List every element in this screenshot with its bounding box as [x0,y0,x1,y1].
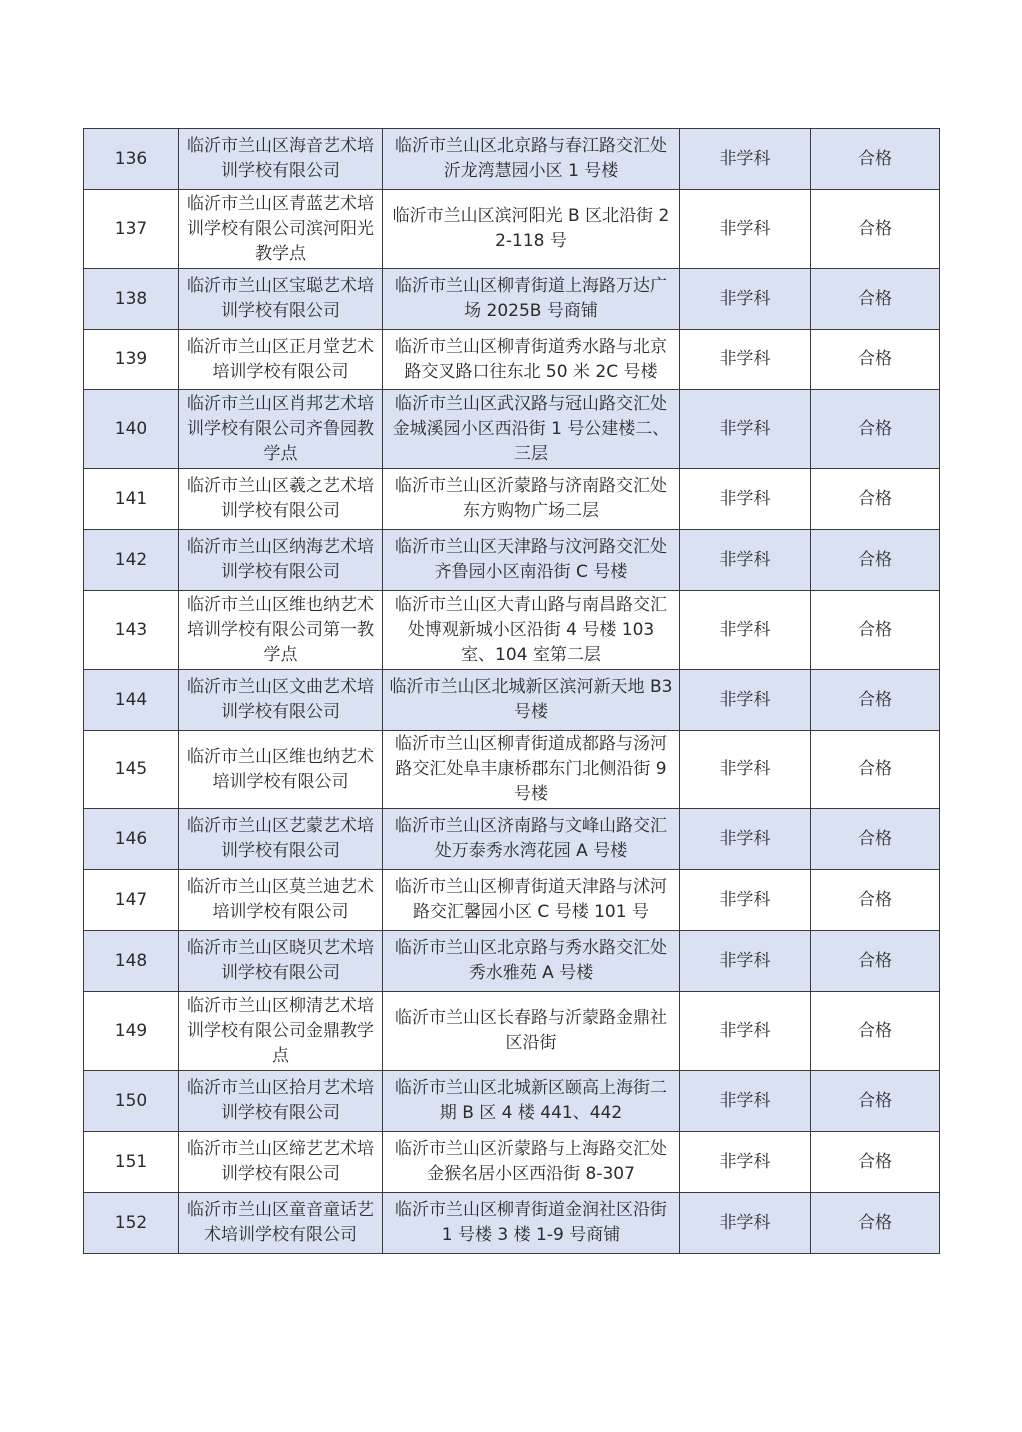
address-cell: 临沂市兰山区天津路与汶河路交汇处齐鲁园小区南沿街 C 号楼 [383,530,680,591]
institution-name-cell: 临沂市兰山区宝聪艺术培训学校有限公司 [179,269,383,330]
result-cell: 合格 [811,992,940,1071]
result-cell: 合格 [811,591,940,670]
row-number-cell: 151 [84,1132,179,1193]
row-number-cell: 149 [84,992,179,1071]
address-cell: 临沂市兰山区济南路与文峰山路交汇处万泰秀水湾花园 A 号楼 [383,809,680,870]
result-cell: 合格 [811,530,940,591]
address-cell: 临沂市兰山区柳青街道秀水路与北京路交叉路口往东北 50 米 2C 号楼 [383,330,680,390]
category-cell: 非学科 [680,390,811,469]
row-number-cell: 142 [84,530,179,591]
row-number-cell: 152 [84,1193,179,1254]
category-cell: 非学科 [680,330,811,390]
category-cell: 非学科 [680,1132,811,1193]
address-cell: 临沂市兰山区北京路与秀水路交汇处秀水雅苑 A 号楼 [383,931,680,992]
result-cell: 合格 [811,330,940,390]
row-number-cell: 143 [84,591,179,670]
category-cell: 非学科 [680,670,811,731]
address-cell: 临沂市兰山区柳青街道金润社区沿街 1 号楼 3 楼 1-9 号商铺 [383,1193,680,1254]
address-cell: 临沂市兰山区北城新区颐高上海街二期 B 区 4 楼 441、442 [383,1071,680,1132]
result-cell: 合格 [811,670,940,731]
result-cell: 合格 [811,731,940,809]
table-row [84,992,940,1071]
row-number-cell: 141 [84,469,179,530]
institution-name-cell: 临沂市兰山区羲之艺术培训学校有限公司 [179,469,383,530]
category-cell: 非学科 [680,731,811,809]
table-row [84,330,940,390]
address-cell: 临沂市兰山区长春路与沂蒙路金鼎社区沿街 [383,992,680,1071]
table-row [84,1193,940,1254]
row-number-cell: 139 [84,330,179,390]
table-row [84,731,940,809]
result-cell: 合格 [811,809,940,870]
address-cell: 临沂市兰山区武汉路与冠山路交汇处金城溪园小区西沿街 1 号公建楼二、三层 [383,390,680,469]
table-row [84,670,940,731]
table-row [84,931,940,992]
address-cell: 临沂市兰山区柳青街道上海路万达广场 2025B 号商铺 [383,269,680,330]
institution-table [83,128,940,1254]
table-row [84,129,940,190]
institution-name-cell: 临沂市兰山区童音童话艺术培训学校有限公司 [179,1193,383,1254]
table-row [84,1071,940,1132]
address-cell: 临沂市兰山区柳青街道天津路与沭河路交汇馨园小区 C 号楼 101 号 [383,870,680,931]
row-number-cell: 144 [84,670,179,731]
address-cell: 临沂市兰山区北京路与春江路交汇处沂龙湾慧园小区 1 号楼 [383,129,680,190]
result-cell: 合格 [811,469,940,530]
result-cell: 合格 [811,1071,940,1132]
address-cell: 临沂市兰山区沂蒙路与济南路交汇处东方购物广场二层 [383,469,680,530]
result-cell: 合格 [811,390,940,469]
institution-name-cell: 临沂市兰山区拾月艺术培训学校有限公司 [179,1071,383,1132]
category-cell: 非学科 [680,992,811,1071]
category-cell: 非学科 [680,1193,811,1254]
row-number-cell: 138 [84,269,179,330]
institution-name-cell: 临沂市兰山区维也纳艺术培训学校有限公司第一教学点 [179,591,383,670]
result-cell: 合格 [811,931,940,992]
address-cell: 临沂市兰山区滨河阳光 B 区北沿街 22-118 号 [383,190,680,269]
table-row [84,870,940,931]
institution-name-cell: 临沂市兰山区柳清艺术培训学校有限公司金鼎教学点 [179,992,383,1071]
row-number-cell: 146 [84,809,179,870]
table-row [84,591,940,670]
category-cell: 非学科 [680,809,811,870]
category-cell: 非学科 [680,591,811,670]
category-cell: 非学科 [680,931,811,992]
institution-name-cell: 临沂市兰山区维也纳艺术培训学校有限公司 [179,731,383,809]
institution-name-cell: 临沂市兰山区晓贝艺术培训学校有限公司 [179,931,383,992]
category-cell: 非学科 [680,530,811,591]
address-cell: 临沂市兰山区大青山路与南昌路交汇处博观新城小区沿街 4 号楼 103 室、104 室第二层 [383,591,680,670]
row-number-cell: 137 [84,190,179,269]
institution-name-cell: 临沂市兰山区海音艺术培训学校有限公司 [179,129,383,190]
table-row [84,390,940,469]
table-row [84,190,940,269]
address-cell: 临沂市兰山区北城新区滨河新天地 B3 号楼 [383,670,680,731]
institution-name-cell: 临沂市兰山区文曲艺术培训学校有限公司 [179,670,383,731]
address-cell: 临沂市兰山区柳青街道成都路与汤河路交汇处阜丰康桥郡东门北侧沿街 9 号楼 [383,731,680,809]
institution-name-cell: 临沂市兰山区缔艺艺术培训学校有限公司 [179,1132,383,1193]
result-cell: 合格 [811,190,940,269]
result-cell: 合格 [811,1193,940,1254]
table-row [84,530,940,591]
institution-name-cell: 临沂市兰山区青蓝艺术培训学校有限公司滨河阳光教学点 [179,190,383,269]
category-cell: 非学科 [680,269,811,330]
institution-table-body [84,129,940,1254]
category-cell: 非学科 [680,1071,811,1132]
table-row [84,469,940,530]
category-cell: 非学科 [680,129,811,190]
row-number-cell: 147 [84,870,179,931]
row-number-cell: 148 [84,931,179,992]
institution-name-cell: 临沂市兰山区艺蒙艺术培训学校有限公司 [179,809,383,870]
institution-name-cell: 临沂市兰山区纳海艺术培训学校有限公司 [179,530,383,591]
category-cell: 非学科 [680,190,811,269]
row-number-cell: 145 [84,731,179,809]
row-number-cell: 140 [84,390,179,469]
institution-name-cell: 临沂市兰山区肖邦艺术培训学校有限公司齐鲁园教学点 [179,390,383,469]
institution-name-cell: 临沂市兰山区正月堂艺术培训学校有限公司 [179,330,383,390]
institution-name-cell: 临沂市兰山区莫兰迪艺术培训学校有限公司 [179,870,383,931]
table-row [84,809,940,870]
table-row [84,269,940,330]
address-cell: 临沂市兰山区沂蒙路与上海路交汇处金猴名居小区西沿街 8-307 [383,1132,680,1193]
result-cell: 合格 [811,269,940,330]
result-cell: 合格 [811,870,940,931]
row-number-cell: 150 [84,1071,179,1132]
category-cell: 非学科 [680,469,811,530]
result-cell: 合格 [811,129,940,190]
table-row [84,1132,940,1193]
row-number-cell: 136 [84,129,179,190]
category-cell: 非学科 [680,870,811,931]
result-cell: 合格 [811,1132,940,1193]
